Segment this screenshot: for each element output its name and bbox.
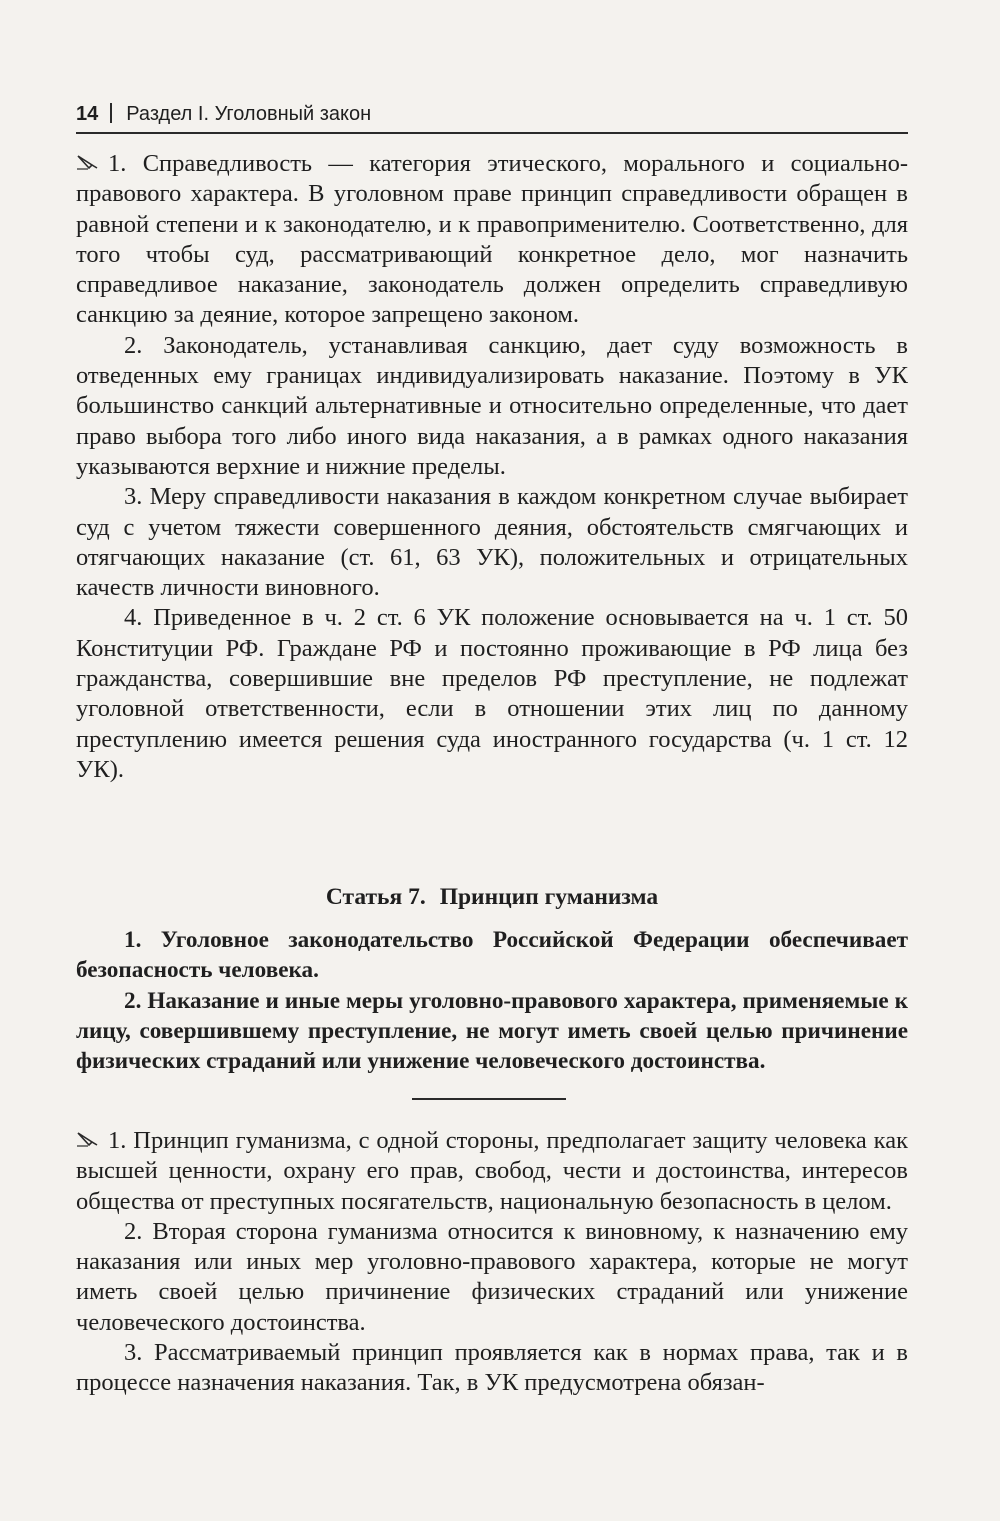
commentary-paragraph: 1. Принцип гуманизма, с одной стороны, предполагает защиту человека как высшей ценности, охрану его прав, свобод, чести и достоинства, интересов общества от преступных посягательств, национальную безопасность в целом. [76, 1127, 908, 1215]
pen-icon [76, 154, 98, 170]
commentary-paragraph: 2. Вторая сторона гуманизма относится к виновному, к назначению ему наказания или иных мер уголовно-правового характера, которые не могут иметь своей целью причинение физических страданий или унижение человеческого достоинства. [76, 1217, 908, 1336]
section-title: Раздел I. Уголовный закон [126, 103, 372, 125]
commentary-article-7 [76, 1126, 908, 1399]
header-separator [110, 103, 112, 123]
article-heading [76, 882, 908, 912]
commentary-article-6 [76, 149, 908, 785]
article-7-text [76, 925, 908, 1076]
commentary-paragraph: 4. Приведенное в ч. 2 ст. 6 УК положение основывается на ч. 1 ст. 50 Конституции РФ. Граждане РФ и постоянно проживающие в РФ лица без гражданства, совершившие вне пределов РФ преступление, не подлежат уголовной ответственности, если в отношении этих лиц по данному преступлению имеется решения суда иностранного государства (ч. 1 ст. 12 УК). [76, 604, 908, 783]
page-number: 14 [76, 103, 99, 125]
law-paragraph: 1. Уголовное законодательство Российской Федерации обеспечивает безопасность человека. [76, 927, 908, 984]
commentary-paragraph: 1. Справедливость — категория этического, морального и социально-правового характера. В уголовном праве принцип справедливости обращен в равной степени и к законодателю, и к правоприменителю. Соответственно, для того чтобы суд, рассматривающий конкретное дело, мог назначить справедливое наказание, законодатель должен определить справедливую санкцию за деяние, которое запрещено законом. [76, 150, 908, 329]
section-divider [412, 1098, 566, 1100]
commentary-paragraph: 3. Меру справедливости наказания в каждом конкретном случае выбирает суд с учетом тяжести совершенного деяния, обстоятельств смягчающих и отягчающих наказание (ст. 61, 63 УК), положительных и отрицательных качеств личности виновного. [76, 483, 908, 602]
law-paragraph: 2. Наказание и иные меры уголовно-правового характера, применяемые к лицу, совершившему преступление, не могут иметь своей целью причинение физических страданий или унижение человеческого достоинства. [76, 987, 908, 1075]
running-head [76, 96, 908, 134]
pen-icon [76, 1131, 98, 1147]
commentary-paragraph: 2. Законодатель, устанавливая санкцию, дает суду возможность в отведенных ему границах индивидуализировать наказание. Поэтому в УК большинство санкций альтернативные и относительно определенные, что дает право выбора того либо иного вида наказания, а в рамках одного наказания указываются верхние и нижние пределы. [76, 331, 908, 480]
article-title: Принцип гуманизма [439, 884, 659, 910]
article-label: Статья 7. [325, 884, 426, 910]
commentary-paragraph: 3. Рассматриваемый принцип проявляется как в нормах права, так и в процессе назначения наказания. Так, в УК предусмотрена обязан- [76, 1339, 908, 1397]
